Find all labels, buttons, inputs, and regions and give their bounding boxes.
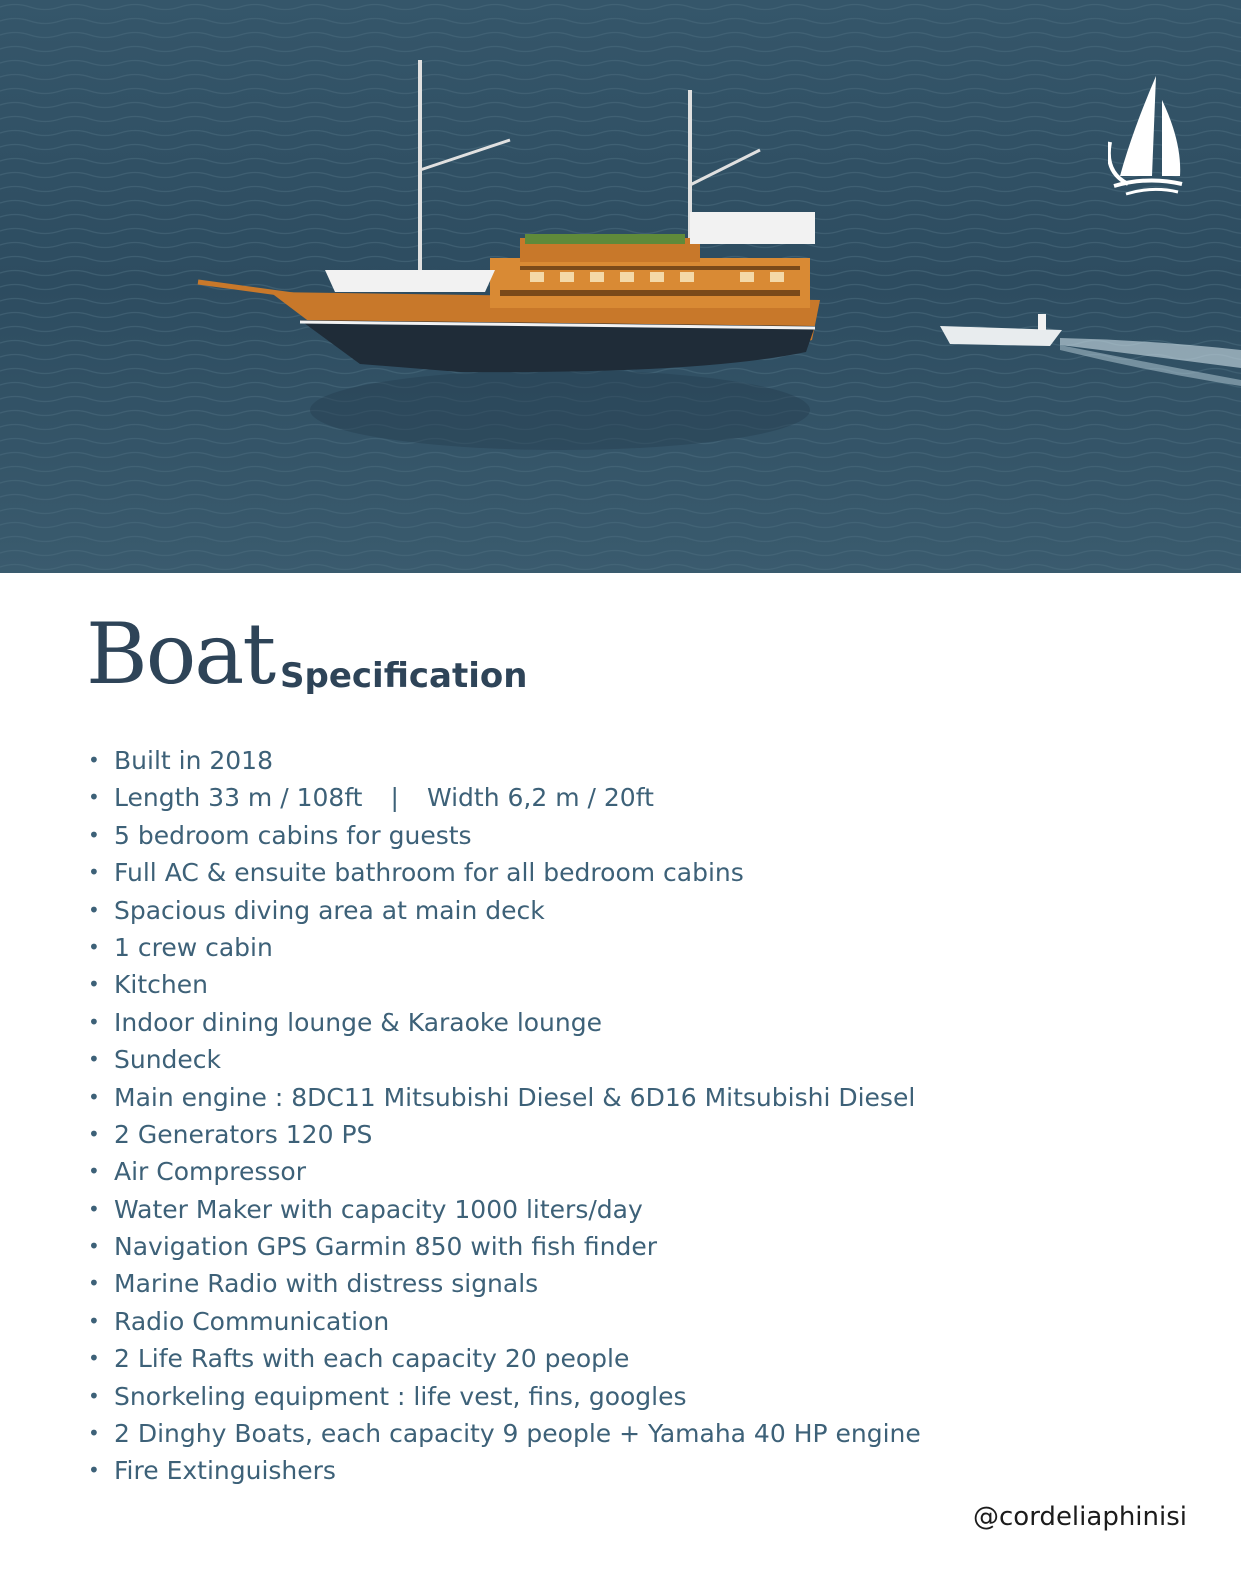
social-handle: @cordeliaphinisi [973,1502,1187,1532]
bullet-icon: • [88,1308,100,1333]
spec-item: • Indoor dining lounge & Karaoke lounge [86,1004,921,1041]
spec-item: • Sundeck [86,1041,921,1078]
bullet-icon: • [88,934,100,959]
bullet-icon: • [88,897,100,922]
boat-on-sea-illustration [0,0,1241,573]
spec-item: • 5 bedroom cabins for guests [86,817,921,854]
spec-item: • Air Compressor [86,1153,921,1190]
bullet-icon: • [88,1458,100,1483]
spec-item: • Water Maker with capacity 1000 liters/day [86,1191,921,1228]
bullet-icon: • [88,1271,100,1296]
spec-item: • Full AC & ensuite bathroom for all bedroom cabins [86,854,921,891]
spec-item: • Navigation GPS Garmin 850 with fish finder [86,1228,921,1265]
spec-item: • Fire Extinguishers [86,1452,921,1489]
bullet-icon: • [88,1421,100,1446]
spec-item: • Spacious diving area at main deck [86,892,921,929]
bullet-icon: • [88,1346,100,1371]
spec-item: • Kitchen [86,966,921,1003]
spec-item: • 2 Life Rafts with each capacity 20 people [86,1340,921,1377]
spec-list [86,742,921,1490]
bullet-icon: • [88,1047,100,1072]
bullet-icon: • [88,860,100,885]
hero-photo [0,0,1241,573]
bullet-icon: • [88,1009,100,1034]
heading-title-specification: Specification [280,656,528,696]
bullet-icon: • [88,1234,100,1259]
spec-item: • Built in 2018 [86,742,921,779]
spec-item: • 2 Dinghy Boats, each capacity 9 people + Yamaha 40 HP engine [86,1415,921,1452]
bullet-icon: • [88,785,100,810]
bullet-icon: • [88,1383,100,1408]
sailboat-logo-icon [1108,72,1190,198]
bullet-icon: • [88,822,100,847]
spec-item: • 2 Generators 120 PS [86,1116,921,1153]
bullet-icon: • [88,1084,100,1109]
spec-item: • Snorkeling equipment : life vest, fins, googles [86,1378,921,1415]
bullet-icon: • [88,972,100,997]
bullet-icon: • [88,748,100,772]
bullet-icon: • [88,1121,100,1146]
heading-title-boat: Boat [86,605,275,703]
spec-item: • 1 crew cabin [86,929,921,966]
spec-width: Width 6,2 m / 20ft [426,783,654,813]
bullet-icon: • [88,1196,100,1221]
bullet-icon: • [88,1159,100,1184]
spec-separator: | [390,783,399,813]
spec-item-dimensions [86,779,921,816]
spec-length: Length 33 m / 108ft [114,783,363,813]
spec-item: • Radio Communication [86,1303,921,1340]
spec-item: • Marine Radio with distress signals [86,1265,921,1302]
spec-item: • Main engine : 8DC11 Mitsubishi Diesel & 6D16 Mitsubishi Diesel [86,1079,921,1116]
